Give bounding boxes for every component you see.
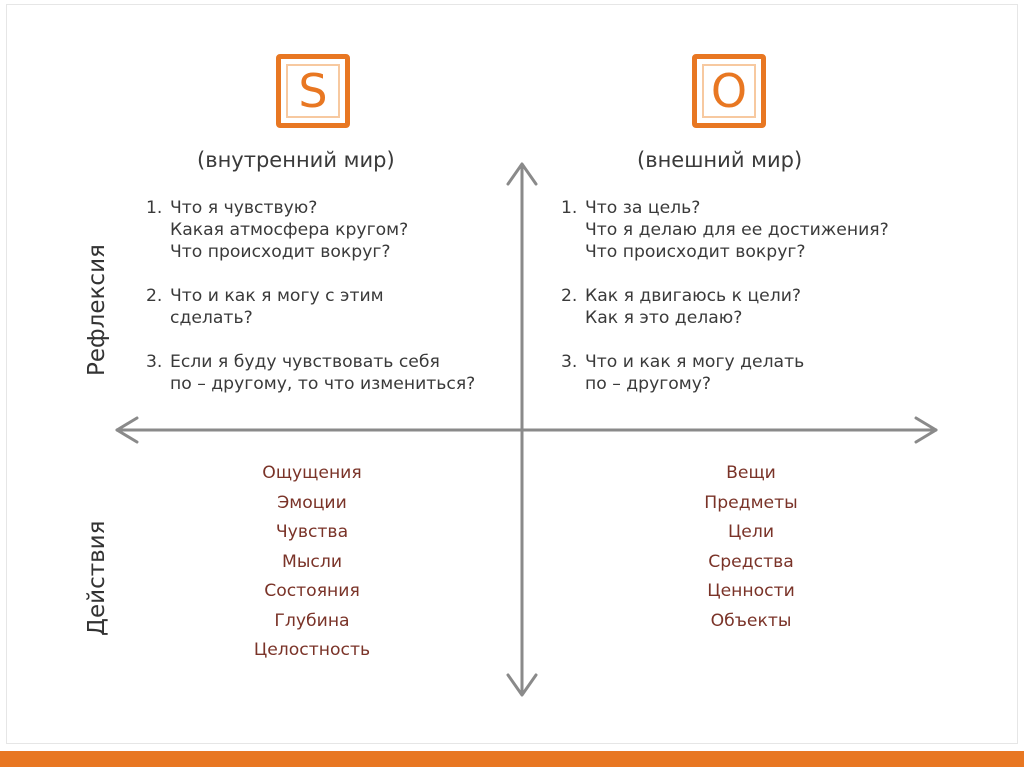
- object-logo: [692, 54, 766, 128]
- list-item: Чувства: [275, 522, 349, 542]
- list-item: Средства: [708, 551, 794, 572]
- list-item: Ощущения: [262, 463, 362, 483]
- list-item: Объекты: [710, 610, 792, 631]
- question-line: Что за цель?: [585, 198, 701, 218]
- question-line: Как я это делаю?: [585, 308, 743, 328]
- question-number: 1.: [146, 198, 163, 218]
- list-item: Ценности: [707, 581, 795, 601]
- question-line: Что я чувствую?: [170, 198, 318, 218]
- list-item: Цели: [727, 522, 775, 542]
- inner-world-items: [212, 459, 412, 666]
- reflexia-label: Рефлексия: [84, 244, 110, 376]
- inner-world-questions: [146, 197, 475, 417]
- inner-world-title: (внутренний мир): [197, 148, 395, 172]
- question-line: Если я буду чувствовать себя: [170, 352, 440, 372]
- question-number: 3.: [146, 352, 163, 372]
- list-item: Вещи: [726, 463, 776, 483]
- object-logo-letter: O: [710, 64, 748, 118]
- list-item: Эмоции: [277, 492, 347, 513]
- list-item: Предметы: [704, 492, 798, 513]
- question-line: по – другому, то что измениться?: [170, 374, 476, 394]
- list-item: Глубина: [274, 610, 350, 631]
- list-item: Целостность: [253, 640, 371, 660]
- question-item: [561, 197, 889, 263]
- list-item: Мысли: [281, 551, 342, 572]
- list-item: Состояния: [264, 581, 360, 601]
- question-number: 2.: [146, 286, 163, 306]
- subject-logo-letter: S: [298, 64, 328, 118]
- outer-world-items: [651, 459, 851, 636]
- question-line: Что происходит вокруг?: [585, 242, 806, 262]
- question-line: Что я делаю для ее достижения?: [585, 220, 889, 240]
- question-item: [561, 285, 889, 329]
- question-line: Что происходит вокруг?: [170, 242, 391, 262]
- bottom-accent-bar: [0, 751, 1024, 767]
- question-number: 1.: [561, 198, 578, 218]
- question-item: [146, 351, 475, 395]
- question-line: Что и как я могу делать: [585, 352, 805, 372]
- question-number: 2.: [561, 286, 578, 306]
- question-item: [146, 197, 475, 263]
- question-line: Как я двигаюсь к цели?: [585, 286, 802, 306]
- question-line: Что и как я могу с этим: [170, 286, 384, 306]
- subject-logo: [276, 54, 350, 128]
- deistvia-label: Действия: [84, 520, 110, 636]
- outer-world-questions: [561, 197, 889, 417]
- question-number: 3.: [561, 352, 578, 372]
- question-item: [146, 285, 475, 329]
- question-line: по – другому?: [585, 374, 712, 394]
- question-line: сделать?: [170, 308, 253, 328]
- outer-world-title: (внешний мир): [637, 148, 803, 172]
- question-line: Какая атмосфера кругом?: [170, 220, 409, 240]
- question-item: [561, 351, 889, 395]
